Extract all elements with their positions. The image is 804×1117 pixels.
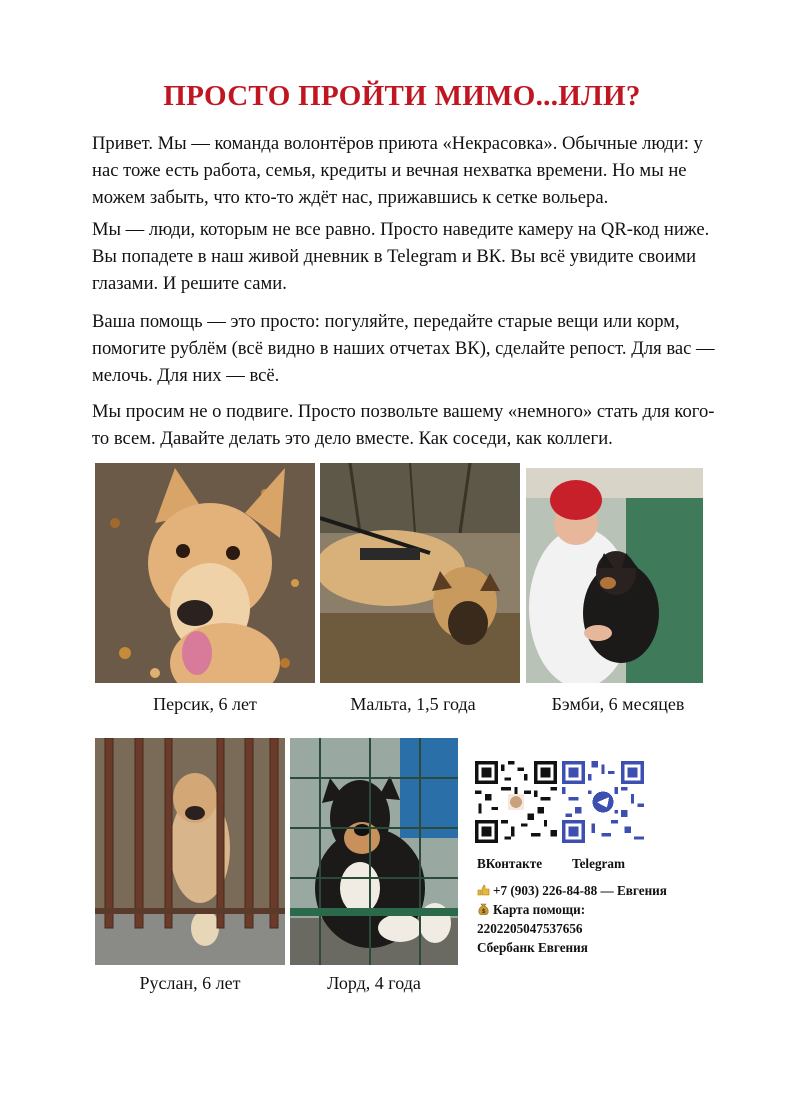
telegram-qr-code[interactable] xyxy=(562,761,644,843)
svg-text:$: $ xyxy=(481,908,486,915)
dog-photo-bembi xyxy=(526,468,703,683)
paragraph-qr-invite: Мы — люди, которым не все равно. Просто наведите камеру на QR-код ниже. Вы попадете в наш живой дневник в Telegram и ВК. Вы всё увидите своими глазами. И решите сами. xyxy=(92,219,710,294)
vk-qr-code[interactable] xyxy=(475,761,557,843)
paragraph-appeal: Мы просим не о подвиге. Просто позвольте вашему «немного» стать для кого-то всем. Давайте делать это дело вместе. Как соседи, как коллеги. xyxy=(92,401,715,449)
paragraph-help: Ваша помощь — это просто: погуляйте, передайте старые вещи или корм, помогите рублём (всё видно в наших отчетах ВК), сделайте репост. Для вас — мелочь. Для них — всё. xyxy=(92,311,715,386)
caption-ruslan: Руслан, 6 лет xyxy=(139,973,241,993)
page-title: ПРОСТО ПРОЙТИ МИМО...ИЛИ? xyxy=(163,80,641,112)
vk-label: ВКонтакте xyxy=(477,856,543,871)
phone-text: +7 (903) 226-84-88 — Евгения xyxy=(493,883,667,898)
telegram-label: Telegram xyxy=(572,856,625,871)
dog-photo-ruslan xyxy=(95,738,285,965)
dog-photo-malta xyxy=(320,463,520,683)
card-label-line xyxy=(477,900,585,919)
dog-photo-persik xyxy=(95,463,315,683)
pointing-hand-icon xyxy=(477,882,490,894)
phone-line xyxy=(477,881,667,900)
caption-lord: Лорд, 4 года xyxy=(327,973,421,993)
dog-photo-lord xyxy=(290,738,458,965)
caption-bembi: Бэмби, 6 месяцев xyxy=(551,694,685,714)
caption-persik: Персик, 6 лет xyxy=(153,694,257,714)
card-label-text: Карта помощи: xyxy=(493,902,586,917)
money-bag-icon xyxy=(477,901,490,913)
caption-malta: Мальта, 1,5 года xyxy=(350,694,476,714)
bank-name: Сбербанк Евгения xyxy=(477,940,588,955)
paragraph-intro: Привет. Мы — команда волонтёров приюта «Некрасовка». Обычные люди: у нас тоже есть работа, семья, кредиты и вечная нехватка времени. Но мы не можем забыть, что кто-то ждёт нас, прижавшись к сетке вольера. xyxy=(92,133,703,208)
card-number: 2202205047537656 xyxy=(477,921,583,936)
